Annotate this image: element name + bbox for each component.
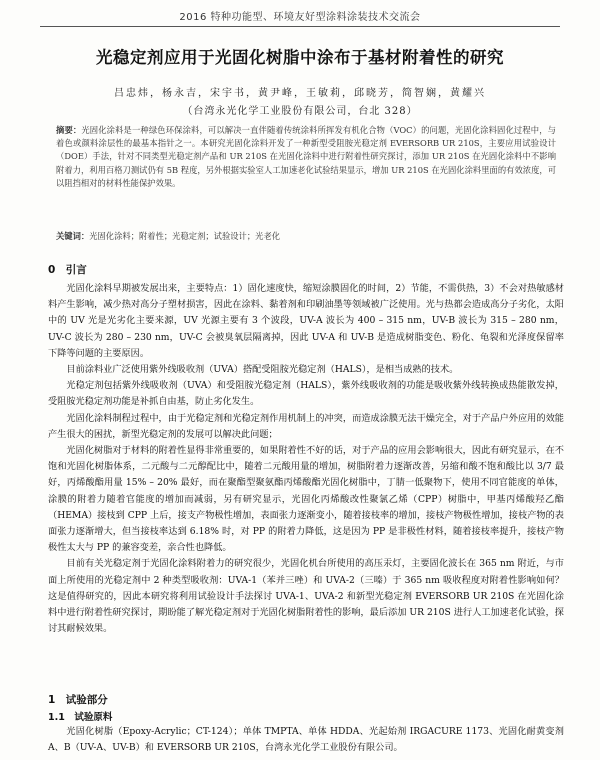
abstract-text: 光固化涂料是一种绿色环保涂料，可以解决一直伴随着传统涂料所挥发有机化合物（VOC）的问题，光固化涂料固化过程中，与着色或颜料涂层性的最基本指针之一。本研究光固化涂料开发了一种新型受阻胺光稳定剂 EVERSORB UR 210S，主要应用试验设计（DOE）手法，针对不同类型光稳定剂产品和 UR 210S 在光固化涂料中进行附着性研究探讨，添加 UR 210S 在光固化涂料中不影响附着力，利用百格刀测试仍有 5B 程度，另外根据实验室人工加速老化试验结果显示，增加 UR 210S 在光固化涂料里面的有效浓度，可以阻挡相对的材料性能保护效果。: [56, 125, 556, 188]
paper-authors: 吕忠炜，杨永吉，宋宇书，黄尹峰，王敏莉，邱晓芳，简智娴，黄耀兴: [114, 88, 486, 99]
section-heading-introduction: 0 引言: [48, 264, 87, 276]
subsection-heading-raw-materials: 1.1 试验原料: [48, 712, 113, 723]
intro-paragraph: 光固化树脂对于材料的附着性显得非常重要的，如果附着性不好的话，对于产品的应用会影响很大，因此有研究显示，在不饱和光固化树脂体系，二元酸与二元醇配比中，随着二元酸用量的增加，树脂附着力逐渐改善，另缩和酸不饱和酸比以 3/7 最好，丙烯酸酯用量 15% – 20% 最好，而在聚酯型聚氨酯丙烯酸酯光固化树脂中，丁腈一低聚物下，使用不同官能度的单体，涂膜的附着力随着官能度的增加而减弱，另有研究显示，光固化丙烯酸改性聚氯乙烯（CPP）树脂中，甲基丙烯酸羟乙酯（HEMA）接枝到 CPP 上后，接支产物极性增加，表面张力逐渐变小，随着接枝率的增加，接枝产物极性增加，接枝产物的表面张力逐渐增大，但当接枝率达到 6.18% 时，对 PP 的附着力降低，这是因为 PP 是非极性材料，随着接枝率提升，接枝产物极性太大与 PP 的兼容变差，亲合性也降低。: [48, 445, 564, 554]
keywords: [56, 230, 556, 242]
intro-paragraph: 光固化涂料制程过程中，由于光稳定剂和光稳定剂作用机制上的冲突，而造成涂膜无法干燥完全，对于产品户外应用的效能产生很大的困扰，新型光稳定剂的发展可以解决此问题；: [48, 412, 564, 440]
paper-title: 光稳定剂应用于光固化树脂中涂布于基材附着性的研究: [96, 48, 504, 67]
header-rule: [40, 26, 560, 27]
keywords-text: 光固化涂料；附着性；光稳定剂；试验设计；光老化: [89, 231, 281, 241]
intro-paragraph: 光稳定剂包括紫外线吸收剂（UVA）和受阻胺光稳定剂（HALS），紫外线吸收剂的功能是吸收紫外线转换成热能散发掉，受阻胺光稳定剂功能是补抓自由基，防止劣化发生。: [48, 380, 564, 408]
keywords-label: 关键词：: [56, 231, 90, 241]
intro-paragraph: 目前有关光稳定剂于光固化涂料附着力的研究很少，光固化机台所使用的高压汞灯，主要固化波长在 365 nm 附近，与市面上所使用的光稳定剂中 2 种类型吸收剂：UVA-1（苯并三唑）和 UVA-2（三嗪）于 365 nm 吸收程度对附着性影响如何？这是值得研究的，因此本研究将利用试验设计手法探讨 UVA-1、UVA-2 和新型光稳定剂 EVERSORB UR 210S 在光固化涂料中进行附着性研究探讨，期盼能了解光稳定剂对于光固化树脂附着性的影响，最后添加 UR 210S 进行人工加速老化试验，探讨其耐候效果。: [48, 558, 564, 635]
section-heading-experimental: 1 试验部分: [48, 694, 108, 706]
intro-paragraph: 光固化涂料早期被发展出来，主要特点：1）固化速度快，缩短涂膜固化的时间，2）节能，不需供热，3）不会对热敏感材料产生影响，减少热对高分子塑材损害，因此在涂料、黏着剂和印刷油墨等领域被广泛使用。光与热都会造成高分子劣化，太阳中的 UV 光是光劣化主要来源，UV 光源主要有 3 个波段，UV-A 波长为 400 – 315 nm，UV-B 波长为 315 – 280 nm，UV-C 波长为 280 – 230 nm，UV-C 会被臭氧层隔离掉，因此 UV-A 和 UV-B 是造成树脂变色、粉化、龟裂和光泽度保留率下降等问题的主要原因。: [48, 283, 564, 359]
intro-paragraph: 目前涂料业广泛使用紫外线吸收剂（UVA）搭配受阻胺光稳定剂（HALS），是相当成熟的技术。: [66, 364, 459, 376]
abstract: [56, 124, 556, 190]
paper-affiliation: （台湾永光化学工业股份有限公司，台北 328）: [182, 106, 418, 117]
running-header: 2016 特种功能型、环境友好型涂料涂装技术交流会: [179, 12, 421, 23]
abstract-label: 摘要：: [56, 125, 82, 135]
raw-materials-body: [48, 724, 564, 756]
introduction-body: [48, 281, 564, 637]
raw-materials-paragraph: 光固化树脂（Epoxy-Acrylic；CT-124）；单体 TMPTA、单体 HDDA、光起始剂 IRGACURE 1173、光固化耐黄变剂 A、B（UV-A、UV-B）和 EVERSORB UR 210S，台湾永光化学工业股份有限公司。: [48, 726, 564, 754]
